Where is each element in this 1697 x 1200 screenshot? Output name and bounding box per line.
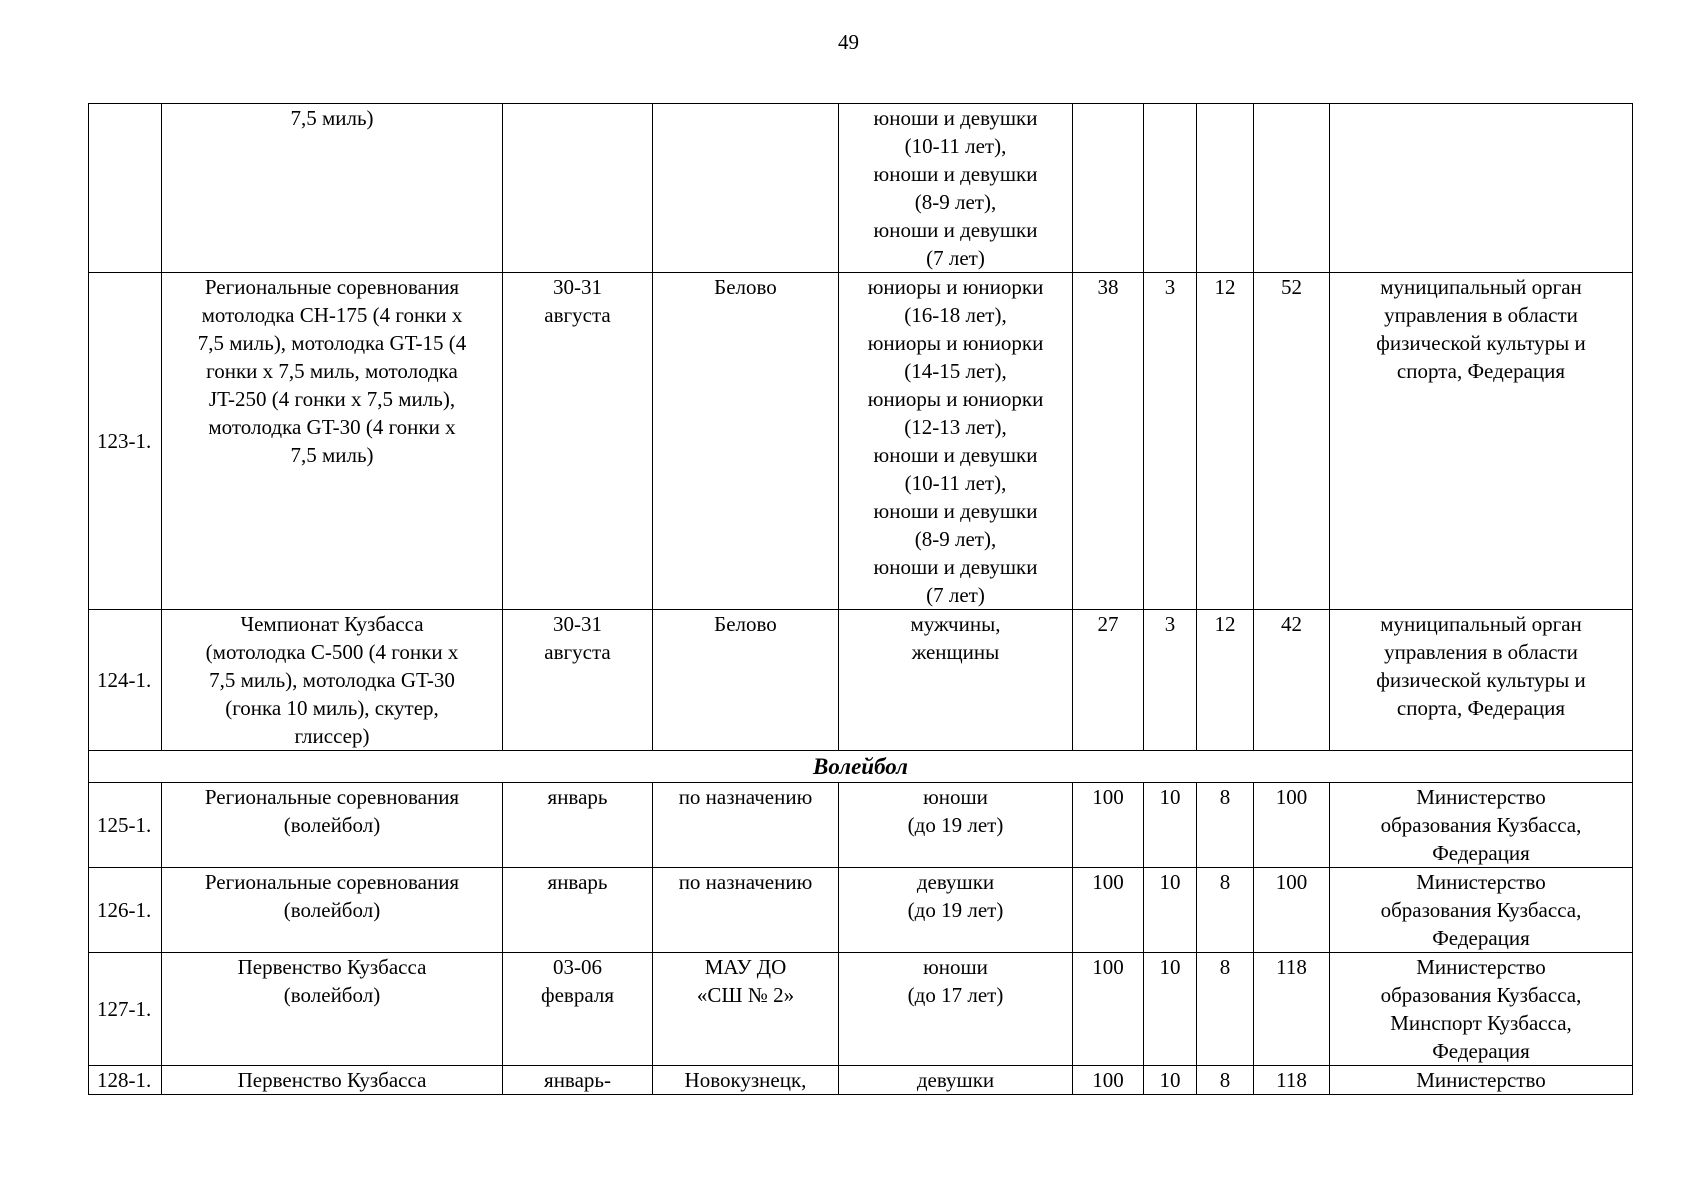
count-c4: [1254, 104, 1330, 273]
cell-text: 100: [1092, 785, 1124, 809]
table-row: [89, 783, 1633, 868]
event-dates: [503, 953, 653, 1066]
count-c4: [1254, 1066, 1330, 1095]
cell-line: управления в области: [1384, 640, 1578, 664]
cell-text: 3: [1164, 612, 1176, 636]
cell-text: 12: [1214, 612, 1236, 636]
cell-line: спорта, Федерация: [1396, 696, 1566, 720]
cell-text: 10: [1159, 785, 1181, 809]
cell-line: февраля: [541, 983, 614, 1007]
cell-line: (мотолодка С-500 (4 гонки х: [205, 640, 459, 664]
count-c1: [1073, 104, 1144, 273]
count-c1: [1073, 610, 1144, 751]
cell-line: юниоры и юниорки: [867, 275, 1044, 299]
event-dates: [503, 1066, 653, 1095]
cell-line: муниципальный орган: [1380, 275, 1582, 299]
cell-line: образования Кузбасса,: [1380, 813, 1582, 837]
count-c3: [1197, 273, 1254, 610]
cell-line: 03-06: [553, 955, 602, 979]
cell-text: 3: [1164, 275, 1176, 299]
cell-text: 127-1.: [97, 997, 152, 1021]
cell-text: 8: [1219, 870, 1231, 894]
cell-line: Региональные соревнования: [204, 275, 460, 299]
cell-line: по назначению: [678, 870, 813, 894]
cell-line: (10-11 лет),: [904, 134, 1007, 158]
row-number: [89, 868, 162, 953]
cell-line: августа: [544, 640, 611, 664]
count-c1: [1073, 953, 1144, 1066]
cell-line: МАУ ДО: [704, 955, 787, 979]
cell-line: юноши и девушки: [873, 106, 1038, 130]
cell-line: Новокузнецк,: [684, 1068, 807, 1092]
cell-line: (до 17 лет): [907, 983, 1004, 1007]
cell-line: Первенство Кузбасса: [237, 955, 427, 979]
cell-line: (волейбол): [283, 813, 381, 837]
cell-line: Чемпионат Кузбасса: [240, 612, 424, 636]
cell-line: образования Кузбасса,: [1380, 983, 1582, 1007]
event-dates: [503, 610, 653, 751]
count-c2: [1144, 783, 1197, 868]
cell-text: 8: [1219, 955, 1231, 979]
cell-line: Минспорт Кузбасса,: [1390, 1011, 1572, 1035]
table-row: [89, 610, 1633, 751]
participants: [839, 610, 1073, 751]
cell-line: (16-18 лет),: [904, 303, 1007, 327]
event-dates: [503, 783, 653, 868]
cell-text: 38: [1097, 275, 1119, 299]
row-number: [89, 610, 162, 751]
count-c4: [1254, 953, 1330, 1066]
cell-line: девушки: [916, 1068, 995, 1092]
table-row: [89, 273, 1633, 610]
cell-line: (волейбол): [283, 983, 381, 1007]
cell-line: юноши и девушки: [873, 499, 1038, 523]
row-number: [89, 273, 162, 610]
cell-line: управления в области: [1384, 303, 1578, 327]
organizer: [1330, 273, 1633, 610]
cell-line: Первенство Кузбасса: [237, 1068, 427, 1092]
cell-line: мотолодка GT-30 (4 гонки х: [208, 415, 456, 439]
count-c3: [1197, 610, 1254, 751]
cell-text: 100: [1092, 1068, 1124, 1092]
cell-line: физической культуры и: [1376, 331, 1586, 355]
cell-text: 123-1.: [97, 429, 152, 453]
organizer: [1330, 610, 1633, 751]
cell-line: физической культуры и: [1376, 668, 1586, 692]
cell-line: JT-250 (4 гонки х 7,5 миль),: [208, 387, 456, 411]
count-c4: [1254, 273, 1330, 610]
cell-line: 7,5 миль), мотолодка GT-30: [209, 668, 455, 692]
organizer: [1330, 1066, 1633, 1095]
cell-line: (до 19 лет): [907, 898, 1004, 922]
cell-text: 10: [1159, 1068, 1181, 1092]
cell-text: Волейбол: [813, 753, 908, 779]
event-place: [653, 104, 839, 273]
cell-line: 30-31: [553, 275, 602, 299]
count-c2: [1144, 868, 1197, 953]
cell-line: августа: [544, 303, 611, 327]
cell-line: юноши: [923, 785, 988, 809]
count-c4: [1254, 868, 1330, 953]
cell-line: 7,5 миль), мотолодка GT-15 (4: [197, 331, 467, 355]
event-dates: [503, 104, 653, 273]
participants: [839, 273, 1073, 610]
event-name: [162, 868, 503, 953]
row-number: [89, 104, 162, 273]
cell-text: 10: [1159, 955, 1181, 979]
cell-line: мужчины,: [910, 612, 1001, 636]
cell-line: Федерация: [1432, 926, 1530, 950]
cell-text: 118: [1276, 955, 1307, 979]
event-name: [162, 104, 503, 273]
cell-line: январь: [547, 870, 608, 894]
cell-line: 7,5 миль): [290, 443, 374, 467]
organizer: [1330, 868, 1633, 953]
event-name: [162, 783, 503, 868]
cell-line: мотолодка СН-175 (4 гонки х: [201, 303, 463, 327]
cell-line: январь-: [544, 1068, 611, 1092]
event-place: [653, 273, 839, 610]
participants: [839, 783, 1073, 868]
cell-text: 125-1.: [97, 813, 152, 837]
cell-text: 52: [1281, 275, 1302, 299]
cell-text: 118: [1276, 1068, 1307, 1092]
cell-line: муниципальный орган: [1380, 612, 1582, 636]
cell-line: январь: [547, 785, 608, 809]
table-row: [89, 868, 1633, 953]
cell-text: 100: [1092, 955, 1124, 979]
count-c1: [1073, 1066, 1144, 1095]
cell-line: юноши и девушки: [873, 218, 1038, 242]
row-number: [89, 953, 162, 1066]
row-number: [89, 783, 162, 868]
page-number: 49: [838, 30, 859, 54]
count-c2: [1144, 104, 1197, 273]
row-number: [89, 1066, 162, 1095]
count-c1: [1073, 783, 1144, 868]
event-place: [653, 1066, 839, 1095]
cell-line: юноши: [923, 955, 988, 979]
cell-line: Региональные соревнования: [204, 870, 460, 894]
cell-text: 124-1.: [97, 668, 152, 692]
cell-line: Министерство: [1416, 955, 1546, 979]
organizer: [1330, 783, 1633, 868]
count-c3: [1197, 104, 1254, 273]
events-table: [88, 103, 1633, 1095]
cell-line: девушки: [916, 870, 995, 894]
cell-line: 7,5 миль): [290, 106, 374, 130]
cell-text: 100: [1275, 870, 1308, 894]
cell-text: 8: [1219, 1068, 1231, 1092]
cell-text: 12: [1214, 275, 1236, 299]
count-c2: [1144, 1066, 1197, 1095]
cell-line: Белово: [714, 275, 777, 299]
participants: [839, 1066, 1073, 1095]
count-c3: [1197, 783, 1254, 868]
event-name: [162, 273, 503, 610]
count-c2: [1144, 953, 1197, 1066]
cell-line: юноши и девушки: [873, 443, 1038, 467]
cell-line: (8-9 лет),: [914, 527, 997, 551]
event-name: [162, 610, 503, 751]
cell-line: (14-15 лет),: [904, 359, 1007, 383]
cell-line: Министерство: [1416, 785, 1546, 809]
cell-line: юниоры и юниорки: [867, 387, 1044, 411]
cell-line: глиссер): [294, 724, 370, 748]
events-table-body: [89, 104, 1633, 1095]
cell-line: (8-9 лет),: [914, 190, 997, 214]
count-c2: [1144, 273, 1197, 610]
cell-line: «СШ № 2»: [696, 983, 795, 1007]
table-row: [89, 104, 1633, 273]
cell-line: юноши и девушки: [873, 162, 1038, 186]
table-row: [89, 1066, 1633, 1095]
cell-line: юниоры и юниорки: [867, 331, 1044, 355]
participants: [839, 104, 1073, 273]
cell-text: 126-1.: [97, 898, 152, 922]
cell-line: 30-31: [553, 612, 602, 636]
cell-line: (7 лет): [926, 246, 985, 270]
count-c3: [1197, 868, 1254, 953]
participants: [839, 953, 1073, 1066]
cell-text: 42: [1281, 612, 1302, 636]
cell-line: (12-13 лет),: [904, 415, 1007, 439]
event-place: [653, 783, 839, 868]
cell-line: (10-11 лет),: [904, 471, 1007, 495]
table-row: [89, 953, 1633, 1066]
event-name: [162, 953, 503, 1066]
cell-text: 27: [1097, 612, 1119, 636]
event-place: [653, 868, 839, 953]
cell-line: Федерация: [1432, 1039, 1530, 1063]
event-place: [653, 610, 839, 751]
cell-text: 8: [1219, 785, 1231, 809]
cell-line: Белово: [714, 612, 777, 636]
count-c1: [1073, 868, 1144, 953]
section-title: [89, 751, 1633, 783]
cell-line: Министерство: [1416, 870, 1546, 894]
event-dates: [503, 868, 653, 953]
cell-line: (гонка 10 миль), скутер,: [225, 696, 439, 720]
cell-line: Федерация: [1432, 841, 1530, 865]
participants: [839, 868, 1073, 953]
event-dates: [503, 273, 653, 610]
event-place: [653, 953, 839, 1066]
count-c4: [1254, 610, 1330, 751]
cell-line: (7 лет): [926, 583, 985, 607]
cell-text: 10: [1159, 870, 1181, 894]
organizer: [1330, 104, 1633, 273]
cell-line: образования Кузбасса,: [1380, 898, 1582, 922]
cell-text: 128-1.: [97, 1068, 152, 1092]
count-c1: [1073, 273, 1144, 610]
cell-line: (волейбол): [283, 898, 381, 922]
cell-line: женщины: [911, 640, 1000, 664]
count-c4: [1254, 783, 1330, 868]
cell-line: Министерство: [1416, 1068, 1546, 1092]
cell-line: Региональные соревнования: [204, 785, 460, 809]
count-c2: [1144, 610, 1197, 751]
cell-text: 100: [1275, 785, 1308, 809]
cell-text: 100: [1092, 870, 1124, 894]
cell-line: юноши и девушки: [873, 555, 1038, 579]
cell-line: спорта, Федерация: [1396, 359, 1566, 383]
cell-line: гонки х 7,5 миль, мотолодка: [206, 359, 458, 383]
event-name: [162, 1066, 503, 1095]
count-c3: [1197, 953, 1254, 1066]
cell-line: по назначению: [678, 785, 813, 809]
organizer: [1330, 953, 1633, 1066]
section-row: [89, 751, 1633, 783]
cell-line: (до 19 лет): [907, 813, 1004, 837]
count-c3: [1197, 1066, 1254, 1095]
